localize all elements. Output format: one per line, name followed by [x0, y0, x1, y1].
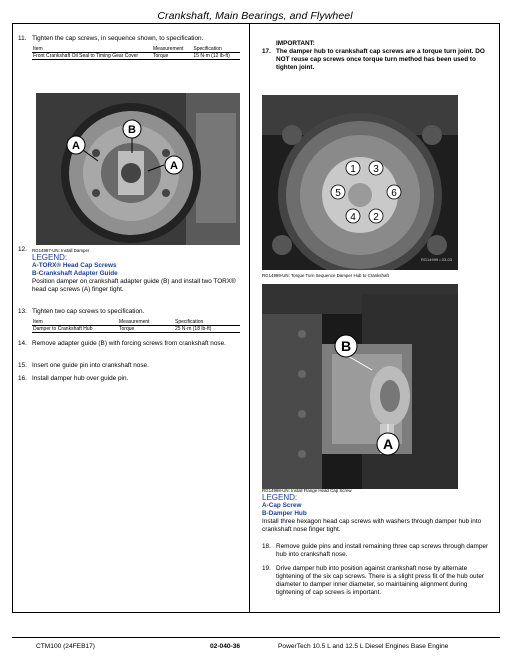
photo-install-damper: [36, 93, 240, 245]
photo-torque-sequence: [262, 95, 458, 270]
step-14: [18, 340, 242, 348]
step-text: Tighten the cap screws, in sequence shown, to specification.: [32, 35, 204, 42]
callout-a-left: A: [72, 140, 80, 152]
callout-a-right: A: [170, 160, 178, 172]
sequence-2: 2: [373, 212, 379, 223]
table-cell: 25 N·m (18 lb-ft): [174, 326, 240, 333]
photo-install-cap-screw-image: [262, 284, 458, 489]
table-header: Specification: [192, 46, 240, 53]
step-text: Drive damper hub into position against crankshaft nose by alternate tightening of the six cap screws. There is a slight press fit of the hub outer diameter to damper inner diameter, so maintaining alignment during tightening of cap screws is important.: [276, 565, 485, 596]
table-row: [32, 326, 240, 333]
step-text: Insert one guide pin into crankshaft nose.: [32, 362, 149, 369]
step-text: Install damper hub over guide pin.: [32, 375, 129, 382]
sequence-1: 1: [350, 164, 356, 175]
step-number: 18.: [262, 543, 271, 550]
spec-table-2: [32, 319, 240, 333]
important-notice: [262, 40, 494, 72]
footer-doc-id: CTM100 (24FEB17): [36, 643, 95, 650]
legend-item-b: B-Damper Hub: [262, 510, 307, 517]
step-number: 13.: [18, 308, 27, 315]
step-number: 19.: [262, 565, 271, 572]
table-row: [32, 53, 240, 60]
legend-title: LEGEND:: [262, 493, 298, 502]
table-cell: Torque: [118, 326, 174, 333]
table-header: Measurement: [152, 46, 192, 53]
figure-caption: RG14998-UN: Install Flange Head Cap Screw: [262, 488, 352, 493]
sequence-5: 5: [335, 188, 341, 199]
table-cell: Torque: [152, 53, 192, 60]
step-number: 11.: [18, 35, 27, 42]
spec-table-1: [32, 46, 240, 60]
page-header-title: Crankshaft, Main Bearings, and Flywheel: [157, 10, 353, 22]
step-18: [262, 543, 494, 559]
table-cell: Damper to Crankshaft Hub: [32, 326, 118, 333]
step-text: Tighten two cap screws to specification.: [32, 308, 145, 315]
step-16: [18, 375, 242, 383]
step-15: [18, 362, 242, 370]
step-text: Remove guide pins and install remaining three cap screws through damper hub into crankshaft nose.: [276, 543, 489, 558]
photo-torque-sequence-image: [262, 95, 458, 270]
table-header: Item: [32, 46, 152, 53]
footer-page-number: 02-040-36: [210, 643, 241, 650]
sequence-3: 3: [373, 164, 379, 175]
step-12: [18, 246, 242, 294]
table-cell: 15 N·m (12 lb-ft): [192, 53, 240, 60]
step-text: Remove adapter guide (B) with forcing screws from crankshaft nose.: [32, 340, 226, 347]
flange-screw-legend: [262, 488, 494, 534]
callout-a: A: [382, 436, 394, 452]
photo-install-cap-screw: [262, 284, 458, 489]
sequence-4: 4: [350, 212, 356, 223]
figure-caption: RG14999-UN: Torque Turn Sequence Damper Hub to Crankshaft: [262, 273, 389, 278]
legend-item-a: A-TORX® Head Cap Screws: [32, 262, 117, 269]
legend-title: LEGEND:: [32, 253, 68, 262]
legend-item-a: A-Cap Screw: [262, 502, 302, 509]
step-text: Install three hexagon head cap screws with washers through damper hub into crankshaft nose finger tight.: [262, 518, 482, 533]
footer-rule: [12, 637, 500, 638]
photo-install-damper-image: [36, 93, 240, 245]
step-text: The damper hub to crankshaft cap screws are a torque turn joint. DO NOT reuse cap screws once torque turn method has been used to tighten joint.: [276, 48, 485, 71]
step-13: [18, 308, 242, 333]
column-divider: [249, 24, 250, 612]
callout-b: B: [340, 338, 352, 354]
step-text: Position damper on crankshaft adapter guide (B) and install two TORX® head cap screws (A) finger tight.: [32, 278, 236, 293]
table-header: Measurement: [118, 319, 174, 326]
step-number: 16.: [18, 375, 27, 382]
table-header: Specification: [174, 319, 240, 326]
step-number: 12.: [18, 246, 27, 253]
important-title: IMPORTANT:: [276, 40, 315, 47]
step-11: [18, 35, 242, 60]
photo-code: RG14999 • 03-03: [421, 257, 452, 262]
table-header: Item: [32, 319, 118, 326]
step-number: 14.: [18, 340, 27, 347]
callout-b: B: [128, 124, 136, 136]
step-19: [262, 565, 494, 597]
figure-caption: RG14997-UN: Install Damper: [32, 248, 90, 253]
sequence-6: 6: [391, 188, 397, 199]
legend-item-b: B-Crankshaft Adapter Guide: [32, 270, 118, 277]
step-number: 17.: [262, 48, 271, 55]
table-cell: Front Crankshaft Oil Seal to Timing Gear Cover: [32, 53, 152, 60]
footer-manual-title: PowerTech 10.5 L and 12.5 L Diesel Engines Base Engine: [278, 643, 449, 650]
step-number: 15.: [18, 362, 27, 369]
